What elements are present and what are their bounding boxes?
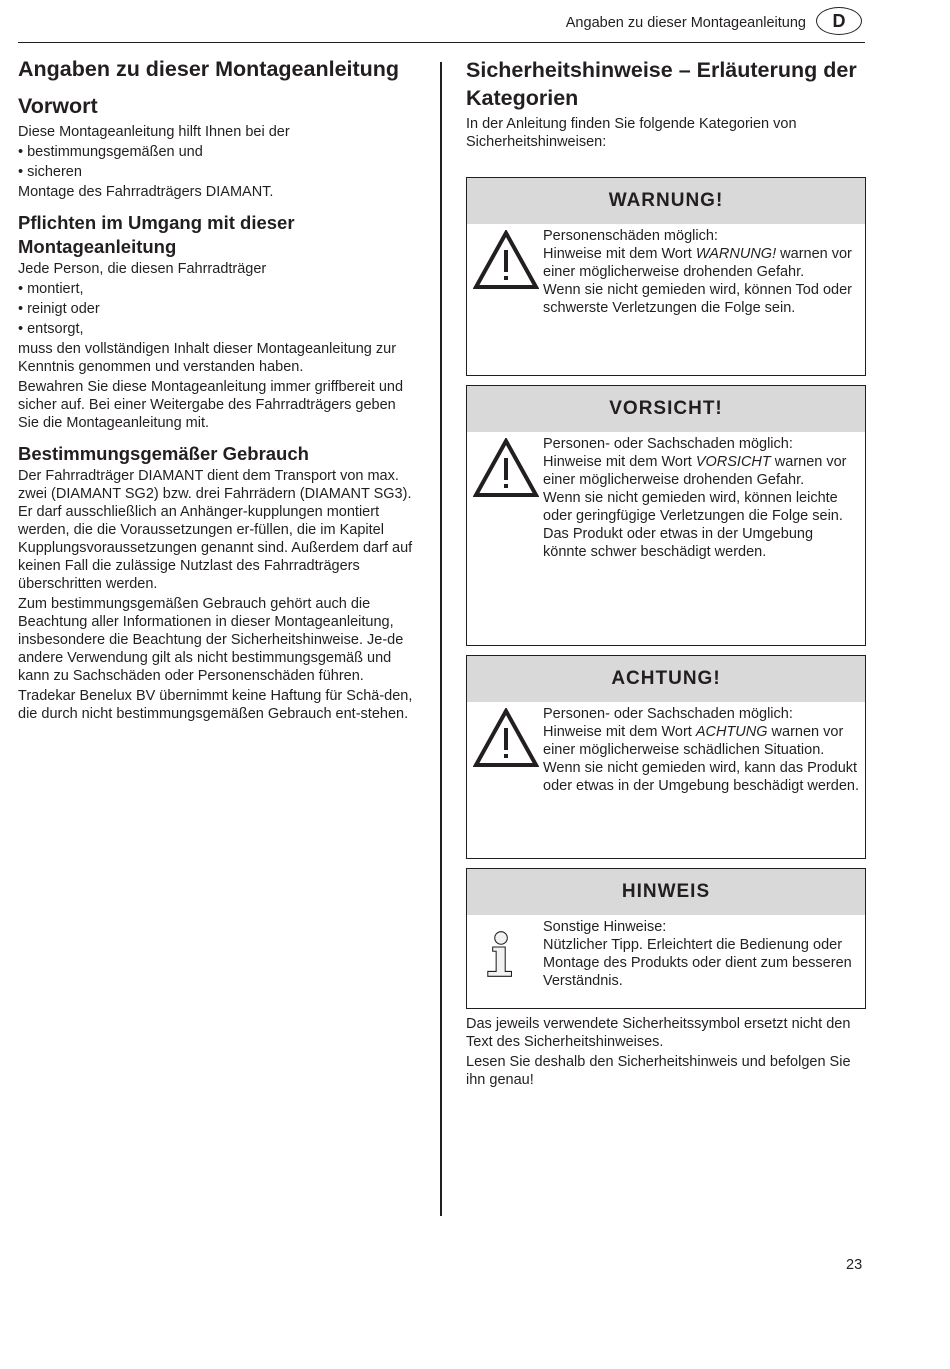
pflichten-line: Jede Person, die diesen Fahrradträger (18, 261, 267, 277)
header-rule (18, 42, 865, 43)
achtung-box (466, 655, 866, 859)
achtung-label: ACHTUNG! (467, 656, 865, 702)
right-column (466, 56, 866, 151)
vorwort-line: • sicheren (18, 164, 82, 180)
vorsicht-line: Hinweise mit dem Wort VORSICHT warnen vor einer möglicherweise drohenden Gefahr. (543, 454, 847, 488)
left-column (18, 56, 418, 723)
vorwort-line: • bestimmungsgemäßen und (18, 144, 203, 160)
pflichten-line: • montiert, (18, 281, 84, 297)
safety-intro: In der Anleitung finden Sie folgende Kategorien von Sicherheitshinweisen: (466, 116, 797, 150)
vorwort-heading: Vorwort (18, 94, 98, 118)
warnung-keyword: WARNUNG! (695, 246, 777, 262)
pflichten-line: • reinigt oder (18, 301, 100, 317)
gebrauch-paragraph: Zum bestimmungsgemäßen Gebrauch gehört auch die Beachtung aller Informationen in dieser Montageanleitung, insbesondere die Beachtung der Sicherheitshinweise. Je-de andere Verwendung gilt als nicht bestimmungsgemäß und kann zu Sachschäden oder Personenschäden führen. (18, 596, 404, 684)
hinweis-label: HINWEIS (467, 869, 865, 915)
gebrauch-paragraph: Der Fahrradträger DIAMANT dient dem Transport von max. zwei (DIAMANT SG2) bzw. drei Fahrrädern (DIAMANT SG3). Er darf ausschließlich an Anhänger-kupplungen montiert werden, die die Voraussetzungen er-füllen, die im Kapitel Kupplungsvoraussetzungen genannt sind. Außerdem darf auf keinen Fall die zulässige Nutzlast des Fahrradträgers überschritten werden. (18, 468, 413, 592)
gebrauch-paragraph: Tradekar Benelux BV übernimmt keine Haftung für Schä-den, die durch nicht bestimmungsgemäßen Gebrauch ent-stehen. (18, 688, 413, 722)
warning-triangle-icon (473, 230, 539, 290)
hinweis-box (466, 868, 866, 1009)
warnung-label: WARNUNG! (467, 178, 865, 224)
language-badge: D (816, 7, 862, 35)
gebrauch-heading: Bestimmungsgemäßer Gebrauch (18, 443, 309, 464)
pflichten-paragraph: Bewahren Sie diese Montageanleitung immer griffbereit und sicher auf. Bei einer Weitergabe des Fahrradträgers geben Sie die Montageanleitung mit. (18, 379, 404, 431)
vorsicht-label: VORSICHT! (467, 386, 865, 432)
vorwort-line: Montage des Fahrradträgers DIAMANT. (18, 184, 274, 200)
info-icon (485, 919, 531, 989)
achtung-line: Hinweise mit dem Wort ACHTUNG warnen vor einer möglicherweise schädlichen Situation. (543, 724, 844, 758)
safety-footer-paragraph: Lesen Sie deshalb den Sicherheitshinweis und befolgen Sie ihn genau! (466, 1054, 851, 1088)
header-title: Angaben zu dieser Montageanleitung (565, 15, 806, 31)
vorwort-line: Diese Montageanleitung hilft Ihnen bei der (18, 124, 290, 140)
vorsicht-box (466, 385, 866, 646)
column-divider (440, 62, 442, 1216)
achtung-line: Personen- oder Sachschaden möglich: (543, 706, 793, 722)
warnung-line: Wenn sie nicht gemieden wird, können Tod oder schwerste Verletzungen die Folge sein. (543, 282, 852, 316)
achtung-line: Wenn sie nicht gemieden wird, kann das Produkt oder etwas in der Umgebung beschädigt werden. (543, 760, 859, 794)
warning-triangle-icon (473, 438, 539, 498)
safety-footer (466, 1015, 866, 1089)
achtung-keyword: ACHTUNG (695, 724, 768, 740)
vorsicht-keyword: VORSICHT (695, 454, 771, 470)
warning-triangle-icon (473, 708, 539, 768)
pflichten-paragraph: muss den vollständigen Inhalt dieser Montageanleitung zur Kenntnis genommen und verstanden haben. (18, 341, 397, 375)
hinweis-line: Nützlicher Tipp. Erleichtert die Bedienung oder Montage des Produkts oder dient zum besseren Verständnis. (543, 937, 852, 989)
warnung-box (466, 177, 866, 376)
page-title: Angaben zu dieser Montageanleitung (18, 57, 400, 81)
safety-title: Sicherheitshinweise – Erläuterung der Kategorien (466, 58, 857, 110)
vorsicht-line: Wenn sie nicht gemieden wird, können leichte oder geringfügige Verletzungen die Folge sein. (543, 490, 843, 524)
hinweis-line: Sonstige Hinweise: (543, 919, 667, 935)
pflichten-heading: Pflichten im Umgang mit dieser Montageanleitung (18, 212, 295, 257)
warnung-line: Personenschäden möglich: (543, 228, 718, 244)
vorsicht-line: Das Produkt oder etwas in der Umgebung könnte schwer beschädigt werden. (543, 526, 814, 560)
page-number: 23 (846, 1257, 863, 1273)
warnung-line: Hinweise mit dem Wort WARNUNG! warnen vor einer möglicherweise drohenden Gefahr. (543, 246, 852, 280)
vorsicht-line: Personen- oder Sachschaden möglich: (543, 436, 793, 452)
pflichten-line: • entsorgt, (18, 321, 84, 337)
safety-footer-paragraph: Das jeweils verwendete Sicherheitssymbol ersetzt nicht den Text des Sicherheitshinweises. (466, 1016, 851, 1050)
